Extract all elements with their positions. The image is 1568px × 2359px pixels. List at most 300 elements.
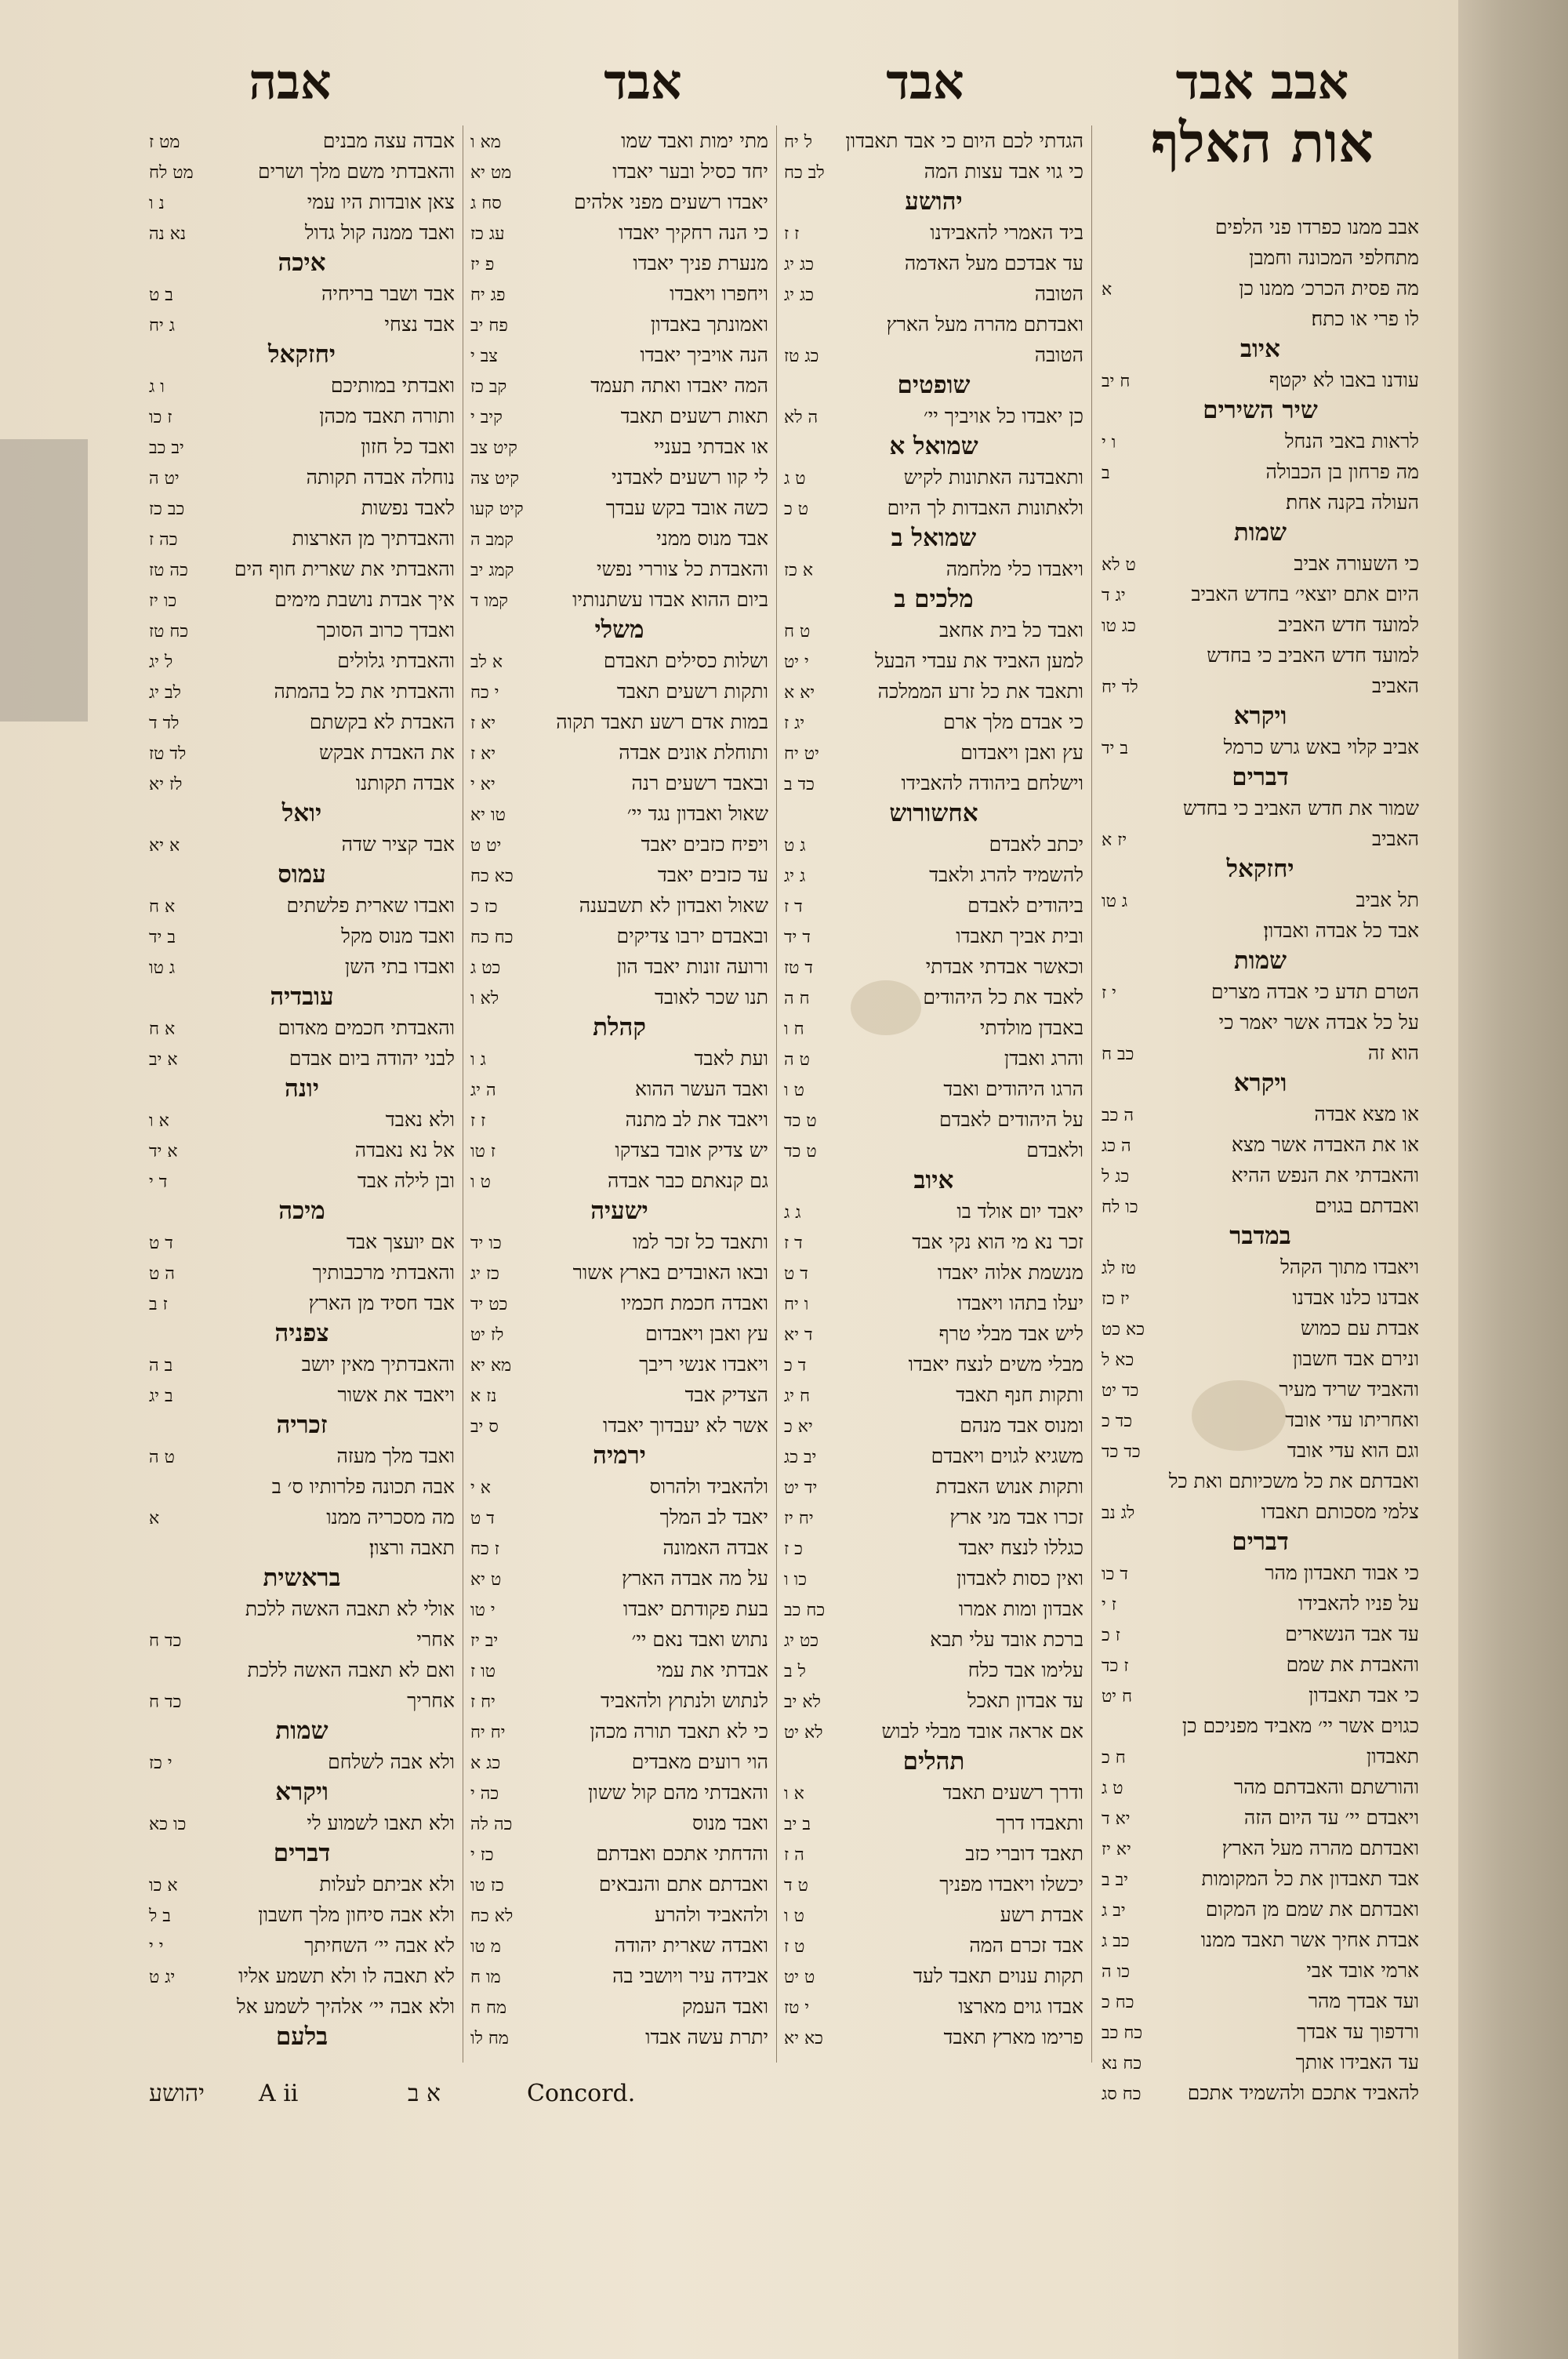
entry-reference: ב ה — [149, 1356, 173, 1376]
entry-text: ויאבדו כלי מלחמה — [946, 558, 1083, 580]
entry-reference: נא נה — [149, 224, 187, 244]
book-heading: שמואל א — [889, 432, 978, 460]
entry-text: ארמי אובד אבי — [1306, 1959, 1419, 1982]
entry-text: יחד כסיל ובער יאבדו — [612, 160, 768, 183]
entry-text: שאול ואבדון נגד יי׳ — [626, 802, 768, 825]
entry-text: ולא תאבו לשמוע לי — [307, 1812, 455, 1834]
concordance-entry — [1102, 1129, 1419, 1160]
entry-reference: כ ז — [784, 1539, 803, 1559]
entry-text: הוא זה — [1367, 1041, 1419, 1064]
concordance-entry — [470, 217, 768, 248]
concordance-entry — [149, 737, 455, 768]
entry-text: ואבד כל בית אחאב — [939, 619, 1083, 642]
concordance-entry — [149, 1655, 455, 1685]
book-heading: יחזקאל — [1226, 855, 1294, 883]
entry-reference: מט לח — [149, 163, 194, 183]
concordance-entry — [149, 523, 455, 554]
entry-text: ולא אביתם לעלות — [319, 1873, 455, 1896]
concordance-entry — [784, 1288, 1083, 1318]
entry-reference: טו ז — [470, 1662, 496, 1681]
entry-text: עד אבדכם מעל האדמה — [904, 252, 1083, 274]
concordance-entry — [470, 156, 768, 187]
book-heading: יהושע — [905, 187, 963, 216]
concordance-entry — [784, 1104, 1083, 1135]
concordance-entry — [149, 1257, 455, 1288]
concordance-entry — [149, 309, 455, 340]
entry-reference: ט כד — [784, 1111, 817, 1131]
entry-reference: ט ד — [784, 1876, 808, 1896]
concordance-entry — [784, 156, 1083, 187]
entry-text: אבדה האמונה — [662, 1536, 768, 1559]
entry-reference: כג יג — [784, 285, 815, 305]
entry-text: והאבדתי את הנפש ההיא — [1231, 1164, 1419, 1187]
entry-text — [662, 2052, 768, 2055]
entry-reference: נז א — [470, 1387, 497, 1406]
book-heading: יחזקאל — [267, 340, 336, 369]
entry-text: ואין כסות לאבדון — [956, 1567, 1083, 1590]
entry-reference: קמג יב — [470, 561, 514, 580]
entry-text: יאבד לב המלך — [659, 1506, 768, 1528]
entry-text: ואבדו בתי השן — [344, 955, 455, 978]
entry-reference: ה לא — [784, 408, 818, 427]
entry-text: הטרם תדע כי אבדה מצרים — [1210, 980, 1419, 1003]
entry-text: כן יאבדו כל אויביך יי׳ — [923, 405, 1083, 427]
concordance-entry — [470, 1899, 768, 1930]
book-heading: זכריה — [276, 1411, 328, 1439]
entry-text: יאבד יום אולד בו — [956, 1200, 1083, 1223]
concordance-entry — [149, 829, 455, 860]
concordance-entry — [784, 645, 1083, 676]
entry-reference: לז יט — [470, 1325, 504, 1345]
entry-text: ולאבדם — [1026, 1139, 1083, 1161]
entry-text: ולהאביד ולהרוס — [649, 1475, 768, 1498]
concordance-entry — [784, 125, 1083, 156]
concordance-entry — [1102, 1343, 1419, 1374]
entry-reference: כז יג — [470, 1264, 499, 1284]
concordance-entry — [784, 707, 1083, 737]
entry-reference: ט ו — [784, 1906, 804, 1926]
entry-text: ומנוס אבד מנהם — [960, 1414, 1083, 1437]
entry-text: אבדתי את עמי — [656, 1659, 768, 1681]
entry-reference: יא ד — [1102, 1809, 1131, 1829]
entry-text: פרימו מארץ תאבד — [943, 2026, 1083, 2048]
entry-reference: ב ל — [149, 1906, 171, 1926]
entry-text: לו פרי או כתח׃ — [1311, 307, 1419, 330]
concordance-entry — [149, 1747, 455, 1777]
entry-reference: ח ה — [784, 989, 810, 1009]
entry-reference: ט כד — [784, 1142, 817, 1161]
book-heading: יונה — [285, 1074, 319, 1103]
entry-text: תל אביב — [1356, 889, 1419, 911]
concordance-entry — [784, 1961, 1083, 1991]
concordance-entry — [784, 768, 1083, 798]
concordance-entry — [470, 1349, 768, 1379]
entry-text: ואבד ממנה קול גדול — [304, 221, 455, 244]
entry-reference: מט יא — [470, 163, 512, 183]
entry-reference: ט ג — [784, 469, 806, 489]
entry-text: מבלי משים לנצח יאבדו — [908, 1353, 1083, 1376]
entry-text: העולה בקנה אחת׃ — [1286, 491, 1419, 514]
entry-text: שאול ואבדון לא תשבענה — [579, 894, 768, 917]
footer-book-label: יהושע — [149, 2080, 205, 2107]
entry-text: גם קנאתם כבר אבדה — [607, 1169, 768, 1192]
entry-reference: כד יט — [1102, 1381, 1139, 1401]
entry-text: באבדן מולדתי — [979, 1016, 1083, 1039]
entry-reference: פח יב — [470, 316, 508, 336]
concordance-entry — [149, 1135, 455, 1165]
entry-text: ויאבד את אשור — [337, 1383, 455, 1406]
entry-reference: לא כח — [470, 1906, 514, 1926]
signature-mark: A ii — [259, 2080, 299, 2107]
entry-reference: ב יב — [784, 1815, 811, 1834]
concordance-entry — [470, 401, 768, 431]
entry-reference: א ו — [149, 1111, 169, 1131]
entry-reference: ז ב — [149, 1295, 168, 1314]
entry-reference: ט יט — [784, 1968, 815, 1987]
concordance-entry — [1102, 1619, 1419, 1649]
concordance-entry — [1102, 579, 1419, 609]
concordance-entry — [784, 1441, 1083, 1471]
concordance-entry — [784, 890, 1083, 921]
entry-text: מנערת פניך יאבדו — [633, 252, 768, 274]
entry-reference: יב כג — [784, 1448, 817, 1467]
concordance-entry — [470, 248, 768, 278]
concordance-entry — [470, 829, 768, 860]
concordance-entry — [784, 493, 1083, 523]
entry-text: ויאבדו מתוך הקהל — [1280, 1256, 1419, 1278]
running-head-2: אבד — [886, 53, 964, 111]
entry-text: האבדת לא בקשתם — [309, 711, 455, 733]
entry-text: לא אבה יי׳ השחיתך — [304, 1934, 455, 1957]
entry-reference: כו יז — [149, 591, 177, 611]
entry-reference: ח יב — [1102, 372, 1131, 391]
concordance-entry — [784, 1624, 1083, 1655]
entry-text: אבדון ומות אמרו — [958, 1598, 1083, 1620]
entry-reference: לד ד — [149, 714, 180, 733]
entry-reference: יא יז — [1102, 1840, 1131, 1859]
concordance-entry — [470, 1747, 768, 1777]
entry-reference: ו י — [1102, 433, 1116, 453]
entry-text: אולי לא תאבה האשה ללכת — [245, 1598, 455, 1620]
concordance-entry — [784, 982, 1083, 1012]
concordance-entry — [149, 951, 455, 982]
entry-reference: ז טו — [470, 1142, 496, 1161]
entry-text: אבדת אחיך אשר תאבד ממנו — [1200, 1928, 1419, 1951]
concordance-entry — [1102, 1466, 1419, 1496]
entry-text: תאבדון — [1366, 1745, 1419, 1768]
entry-text: ודרך רשעים תאבד — [942, 1781, 1083, 1804]
entry-reference: כד ב — [784, 775, 815, 794]
entry-reference: כג א — [470, 1754, 501, 1773]
entry-text: ואבדתם את שמם מן המקום — [1205, 1898, 1419, 1921]
concordance-entry — [784, 1991, 1083, 2022]
entry-text: ואבד העשר ההוא — [634, 1078, 768, 1100]
entry-text: וכאשר אבדתי אבדתי — [925, 955, 1083, 978]
book-heading: צפניה — [274, 1319, 329, 1347]
entry-text: הטובה — [1034, 282, 1083, 305]
entry-reference: ה יג — [470, 1081, 496, 1100]
entry-text: ולא אבה לשלחם — [328, 1750, 455, 1773]
entry-reference: יא ז — [470, 744, 496, 764]
entry-reference: י טז — [784, 1998, 810, 2018]
entry-reference: ה כב — [1102, 1106, 1134, 1125]
entry-reference: כח סג — [1102, 2085, 1142, 2104]
concordance-entry — [149, 1471, 455, 1502]
entry-text: והורשתם והאבדתם מהר — [1233, 1776, 1419, 1798]
entry-text: יאבדו רשעים מפני אלהים — [574, 191, 768, 213]
entry-text: ועד אבדך מהר — [1308, 1990, 1419, 2012]
entry-text: כי אבד תאבדון — [1308, 1684, 1419, 1707]
entry-text: ותאבד את כל זרע הממלכה — [877, 680, 1083, 703]
concordance-entry — [1102, 1038, 1419, 1068]
entry-text: להשמיד להרג ולאבד — [929, 863, 1083, 886]
concordance-entry — [149, 1349, 455, 1379]
concordance-entry — [784, 1410, 1083, 1441]
concordance-entry — [784, 1563, 1083, 1594]
concordance-entry — [470, 1777, 768, 1808]
entry-reference: ג טו — [149, 958, 176, 978]
entry-text: והאבדתיך מן הארצות — [292, 527, 455, 550]
entry-text: מה פרחון בן הכבולה — [1265, 460, 1419, 483]
concordance-entry — [1102, 885, 1419, 915]
concordance-entry — [1102, 1558, 1419, 1588]
entry-reference: כד ח — [149, 1631, 182, 1651]
entry-reference: כח כח — [470, 928, 514, 947]
entry-reference — [149, 2054, 183, 2055]
entry-reference: מ טו — [470, 1937, 501, 1957]
concordance-entry — [149, 1685, 455, 1716]
entry-reference: ט ו — [784, 1081, 804, 1100]
concordance-entry — [149, 1961, 455, 1991]
entry-text: או אבדתי בעניי — [654, 435, 768, 458]
page-edge — [1458, 0, 1568, 2359]
entry-reference: ל ב — [784, 1662, 806, 1681]
concordance-entry — [1102, 1496, 1419, 1527]
concordance-entry — [784, 921, 1083, 951]
entry-text: והאבדתי את כל בהמתה — [274, 680, 455, 703]
entry-reference: ב — [1102, 463, 1110, 483]
entry-reference: י י — [149, 1937, 164, 1957]
entry-reference: קמו ד — [470, 591, 509, 611]
concordance-entry — [470, 768, 768, 798]
entry-text: והאבדת את שמם — [1286, 1653, 1419, 1676]
concordance-entry — [1102, 609, 1419, 640]
entry-reference: כז טו — [470, 1876, 504, 1896]
entry-text: לא תאבה לו ולא תשמע אליו — [238, 1965, 455, 1987]
concordance-entry — [784, 278, 1083, 309]
entry-text: ביד האמרי להאבידנו — [930, 221, 1083, 244]
concordance-entry — [149, 1532, 455, 1563]
entry-reference: כה לה — [470, 1815, 513, 1834]
entry-text: ואבדה שארית יהודה — [614, 1934, 768, 1957]
concordance-entry — [149, 401, 455, 431]
entry-reference: פג יח — [470, 285, 506, 305]
entry-reference — [784, 2054, 823, 2055]
entry-reference: כו ו — [784, 1570, 808, 1590]
entry-text: ותאבד כל זכר למו — [633, 1230, 768, 1253]
entry-text: ורדפוך עד אבדך — [1297, 2020, 1419, 2043]
entry-text: יכתב לאבדם — [989, 833, 1083, 856]
entry-text: יתרת עשה אבדו — [645, 2026, 768, 2048]
column-rule — [1091, 125, 1092, 2063]
entry-reference: א ו — [784, 1784, 804, 1804]
entry-text: אבד קציר שדה — [341, 833, 455, 856]
entry-reference: כא יא — [784, 2029, 823, 2048]
entry-reference: לד טז — [149, 744, 187, 764]
entry-reference: לז יא — [149, 775, 183, 794]
concordance-entry — [1102, 1649, 1419, 1680]
entry-text: עד האבידו אותך — [1295, 2051, 1419, 2074]
concordance-entry — [1102, 2016, 1419, 2047]
entry-text: עד אבדון תאכל — [967, 1689, 1083, 1712]
entry-text: אם יועצך אבד — [346, 1230, 455, 1253]
book-heading: שמות — [275, 1717, 328, 1745]
entry-text: במות אדם רשע תאבד תקוה — [556, 711, 768, 733]
concordance-entry — [149, 2052, 455, 2055]
entry-reference: ב יד — [149, 928, 176, 947]
concordance-entry — [1102, 1190, 1419, 1221]
concordance-entry — [1102, 1374, 1419, 1405]
concordance-entry — [784, 1899, 1083, 1930]
entry-reference: יד יט — [784, 1478, 818, 1498]
concordance-entry — [470, 890, 768, 921]
book-heading: שמואל ב — [891, 524, 977, 552]
concordance-entry — [149, 584, 455, 615]
entry-reference: לג נב — [1102, 1503, 1135, 1523]
entry-reference: ה כג — [1102, 1136, 1131, 1156]
book-heading: בראשית — [263, 1564, 341, 1592]
book-heading: דברים — [1232, 1528, 1289, 1556]
entry-reference: כח נא — [1102, 2054, 1142, 2074]
concordance-entry — [149, 187, 455, 217]
entry-reference: לא יב — [784, 1692, 821, 1712]
concordance-entry — [149, 1288, 455, 1318]
entry-reference: ג ו — [470, 1050, 486, 1070]
entry-text: כי אבדם מלך ארם — [943, 711, 1083, 733]
entry-text: אחריך — [407, 1689, 455, 1712]
entry-reference: עג כז — [470, 224, 505, 244]
concordance-entry — [470, 431, 768, 462]
entry-reference: ל יח — [784, 133, 813, 152]
entry-reference: סח ג — [470, 194, 502, 213]
concordance-entry — [1102, 976, 1419, 1007]
concordance-entry — [470, 676, 768, 707]
entry-reference: נ ו — [149, 194, 165, 213]
entry-reference: ט כ — [784, 500, 809, 519]
entry-reference: כד כ — [1102, 1412, 1133, 1431]
concordance-entry — [1102, 1833, 1419, 1863]
concordance-entry — [784, 1777, 1083, 1808]
entry-text: או את האבדה אשר מצא — [1231, 1133, 1419, 1156]
concordance-entry — [784, 829, 1083, 860]
entry-reference: לא יט — [784, 1723, 823, 1743]
entry-text: לנתוש ולנתוץ ולהאביד — [600, 1689, 768, 1712]
entry-text: עלימו אבד כלח — [967, 1659, 1083, 1681]
entry-text: כגוים אשר יי׳ מאביד מפניכם כן — [1181, 1714, 1419, 1737]
entry-text: צאן אובדות היו עמי — [307, 191, 455, 213]
entry-reference: כב ח — [1102, 1045, 1134, 1064]
entry-text: איך אבדת נושבת מימים — [274, 588, 455, 611]
entry-reference: כג ל — [1102, 1167, 1130, 1187]
entry-reference: ה ט — [149, 1264, 175, 1284]
entry-text: אבד כל אבדה ואבדון׃ — [1263, 919, 1419, 942]
entry-text: אל נא נאבדה — [354, 1139, 455, 1161]
concordance-entry — [1102, 1282, 1419, 1313]
entry-reference: קב כז — [470, 377, 507, 397]
entry-reference: כג טו — [1102, 616, 1136, 636]
concordance-entry — [1102, 1680, 1419, 1710]
concordance-entry — [784, 2022, 1083, 2052]
entry-reference: כד כד — [1102, 1442, 1141, 1462]
entry-text: נוחלה אבדה תקותה — [306, 466, 455, 489]
concordance-entry — [1102, 2047, 1419, 2077]
concordance-entry — [470, 554, 768, 584]
entry-text: ועת לאבד — [694, 1047, 768, 1070]
running-head-4: אבה — [249, 53, 332, 111]
entry-reference: כח כב — [784, 1601, 826, 1620]
entry-text: הטובה — [1034, 343, 1083, 366]
entry-text: ואם לא תאבה האשה ללכת — [247, 1659, 455, 1681]
entry-text: ואבדתם מהרה מעל הארץ — [1221, 1837, 1419, 1859]
entry-text: לראות באבי הנחל — [1284, 430, 1419, 453]
entry-reference: יח יז — [784, 1509, 814, 1528]
concordance-entry — [1102, 1772, 1419, 1802]
entry-reference: ט ה — [149, 1448, 175, 1467]
entry-text: ואבדתם אתם והנבאים — [598, 1873, 768, 1896]
concordance-entry — [470, 707, 768, 737]
entry-reference: מח ח — [470, 1998, 507, 2018]
entry-text: כגללו לנצח יאבד — [958, 1536, 1083, 1559]
concordance-entry — [149, 1930, 455, 1961]
concordance-entry — [784, 737, 1083, 768]
entry-reference: צב י — [470, 347, 498, 366]
entry-reference: א י — [470, 1478, 491, 1498]
concordance-entry — [784, 1655, 1083, 1685]
entry-text: והאבדתי מרכבותיך — [312, 1261, 455, 1284]
entry-text: הגדתי לכם היום כי אבד תאבדון — [845, 129, 1083, 152]
concordance-entry — [470, 860, 768, 890]
section-title: אות האלף — [1150, 110, 1374, 175]
entry-reference: קיט צה — [470, 469, 520, 489]
concordance-entry — [1102, 1955, 1419, 1986]
concordance-entry — [1102, 1313, 1419, 1343]
entry-text: עד כזבים יאבד — [657, 863, 768, 886]
concordance-entry — [149, 1227, 455, 1257]
entry-text: ואבד העמק — [681, 1995, 768, 2018]
entry-reference: א כז — [784, 561, 814, 580]
entry-reference: כה ז — [149, 530, 178, 550]
concordance-entry — [149, 1502, 455, 1532]
entry-reference: יב ב — [1102, 1870, 1128, 1890]
entry-reference: לא ו — [470, 989, 499, 1009]
entry-reference: ז ז — [470, 1111, 486, 1131]
concordance-entry — [1102, 304, 1419, 334]
entry-reference: יט יח — [784, 744, 819, 764]
book-heading: מלכים ב — [894, 585, 974, 613]
entry-reference: ס יב — [470, 1417, 499, 1437]
entry-reference: מו ח — [470, 1968, 501, 1987]
entry-text: ונירם אבד חשבון — [1292, 1347, 1419, 1370]
entry-reference: ט ו — [470, 1172, 491, 1192]
entry-text: ואבד מלך מעזה — [336, 1445, 455, 1467]
concordance-entry — [1102, 1405, 1419, 1435]
concordance-entry — [1102, 487, 1419, 518]
concordance-entry — [149, 1869, 455, 1899]
concordance-entry — [784, 1685, 1083, 1716]
concordance-entry — [149, 1043, 455, 1074]
entry-text: אבדנו כלנו אבדנו — [1292, 1286, 1419, 1309]
entry-text: הצדיק אבד — [684, 1383, 768, 1406]
